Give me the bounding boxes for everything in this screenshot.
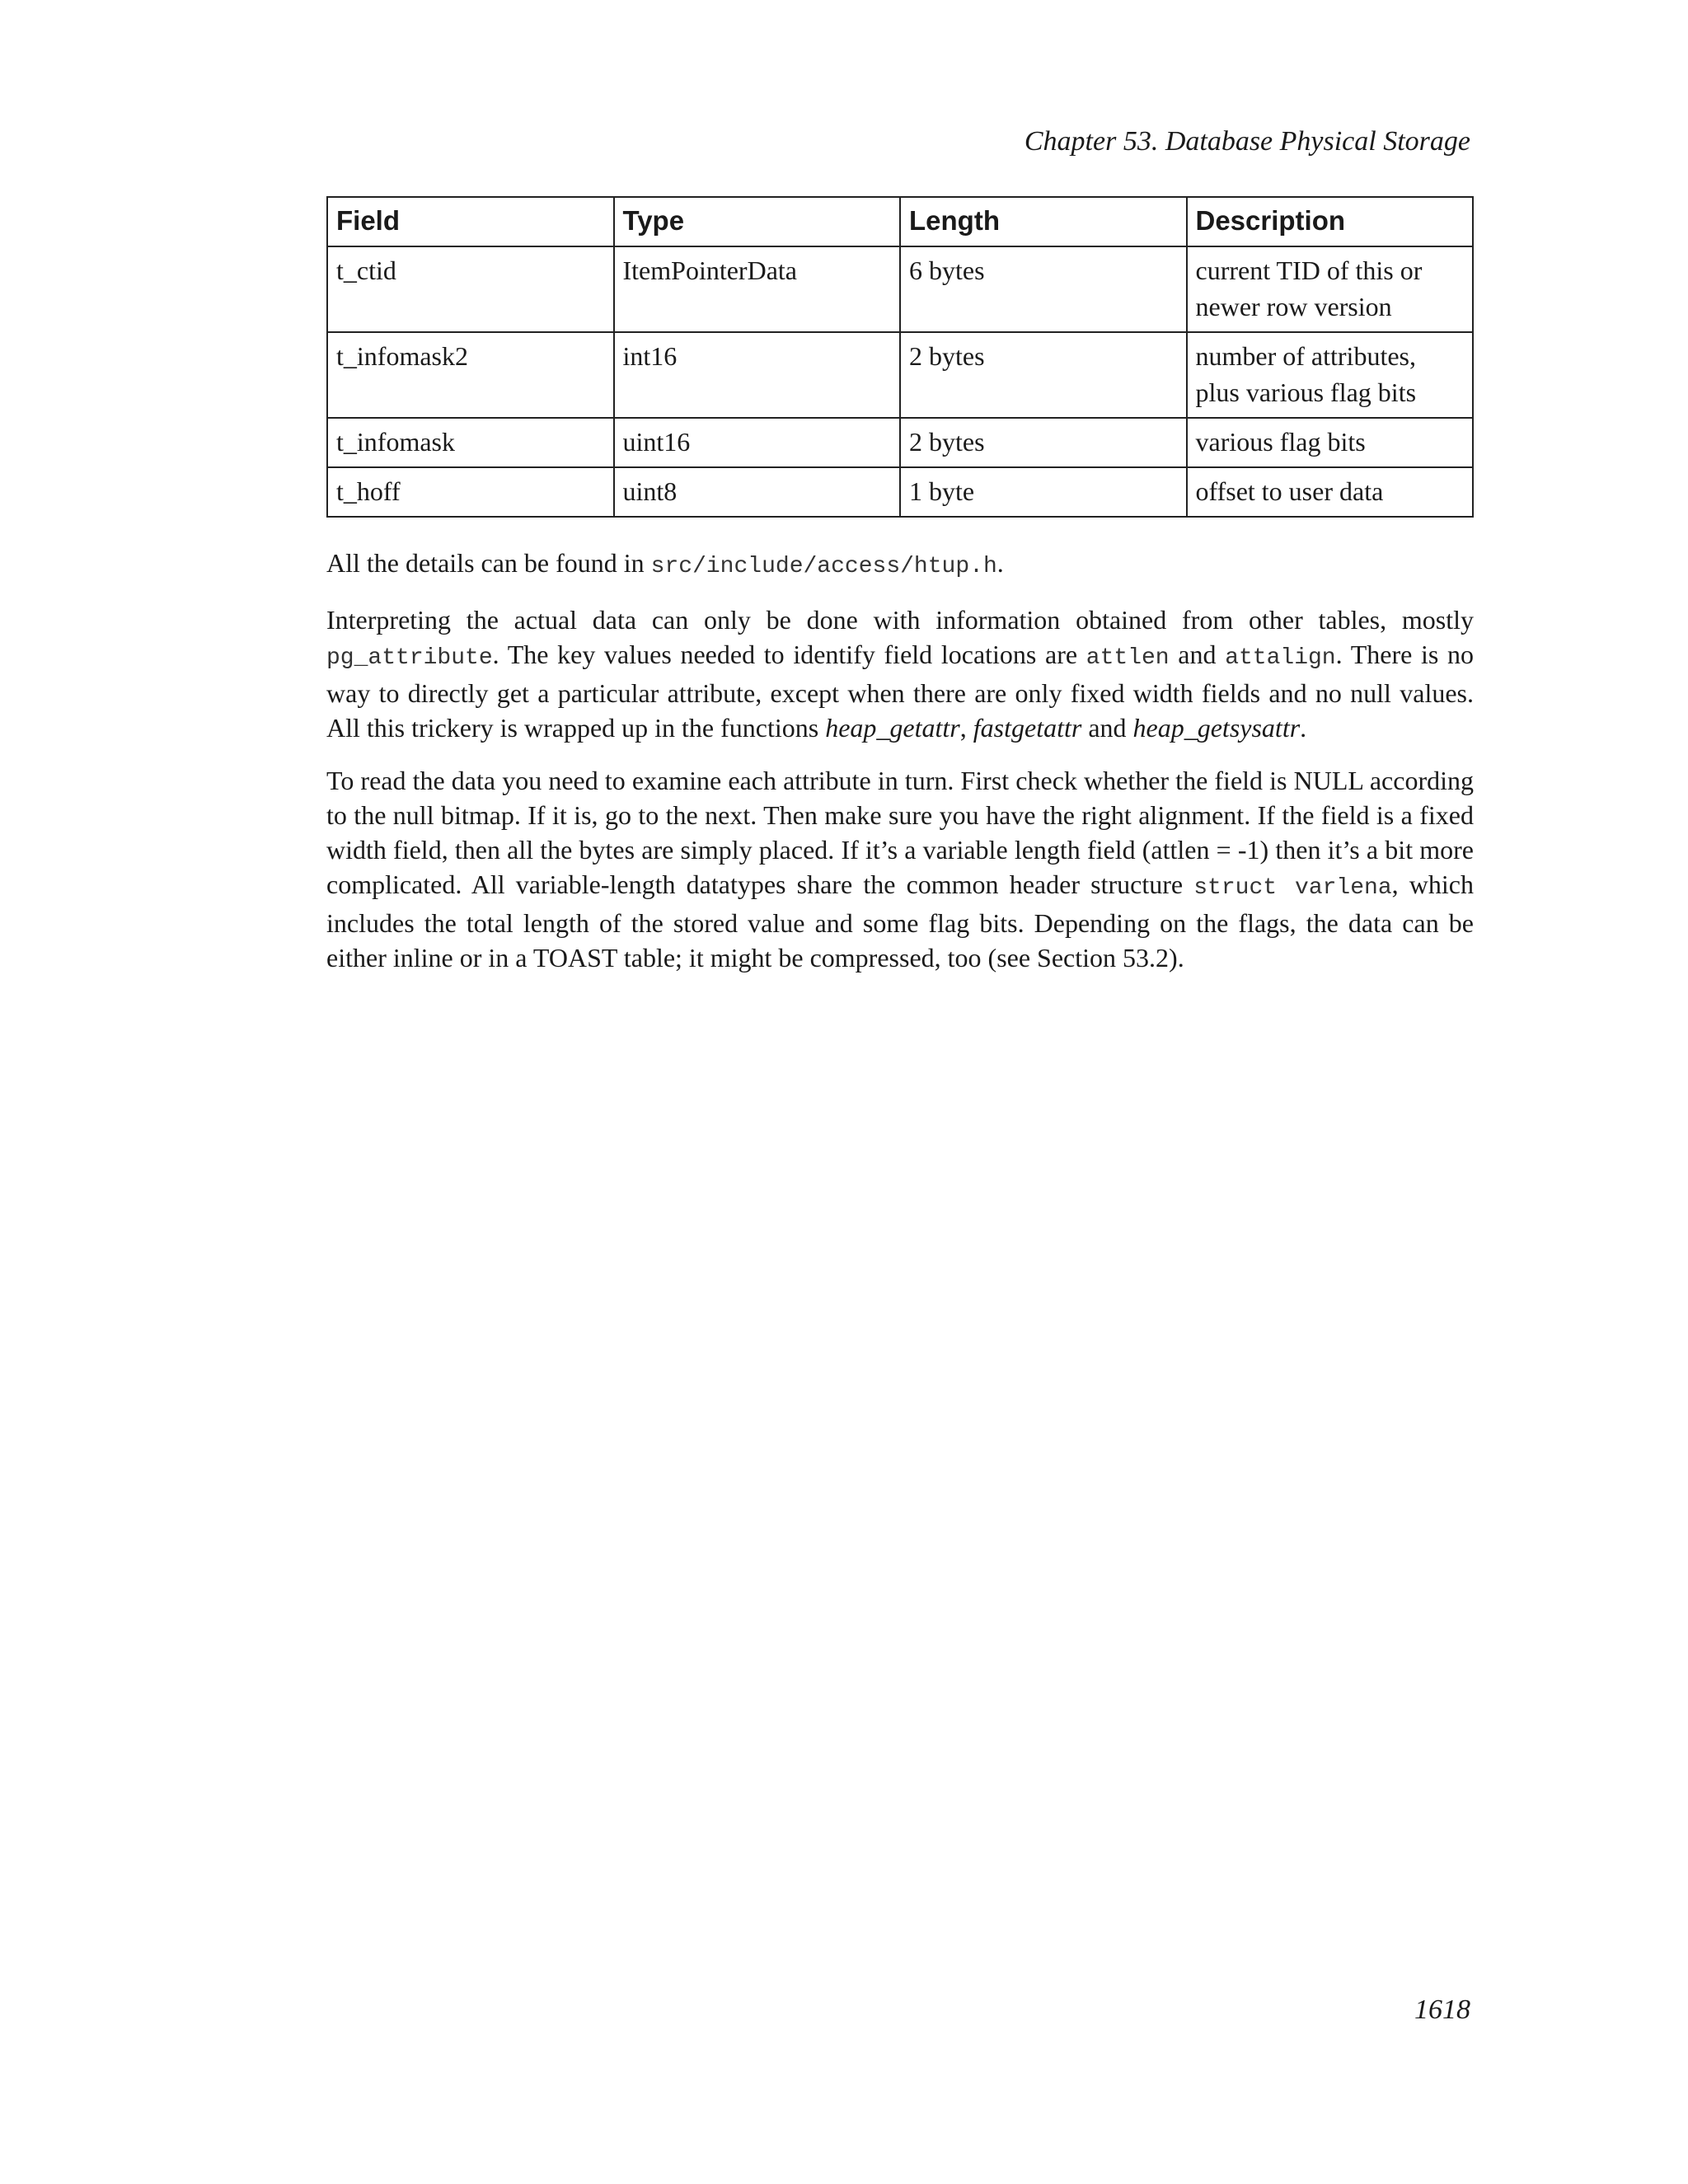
- column-header-description: Description: [1187, 197, 1474, 246]
- text-run: All the details can be found in: [326, 548, 651, 578]
- tuple-header-fields-table: [326, 196, 1474, 518]
- cell-length: 2 bytes: [900, 332, 1187, 418]
- table-row: [327, 332, 1473, 418]
- table-header-row: [327, 197, 1473, 246]
- cell-description: various flag bits: [1187, 418, 1474, 467]
- cell-field: t_ctid: [327, 246, 614, 332]
- catalog-name-code: pg_attribute: [326, 645, 493, 671]
- cell-type: int16: [614, 332, 901, 418]
- struct-varlena-code: struct varlena: [1193, 875, 1392, 901]
- cell-description: offset to user data: [1187, 467, 1474, 517]
- cell-description: current TID of this or newer row version: [1187, 246, 1474, 332]
- cell-description: number of attributes, plus various flag bits: [1187, 332, 1474, 418]
- text-run: , which includes the total length of the stored value and some flag bits. Depending on the flags, the data can be either inline or in a TOAST table; it might be compressed, too (see Section 53.2).: [326, 869, 1475, 972]
- running-header: Chapter 53. Database Physical Storage: [1024, 126, 1470, 157]
- cell-type: uint8: [614, 467, 901, 517]
- cell-length: 6 bytes: [900, 246, 1187, 332]
- column-header-length: Length: [900, 197, 1187, 246]
- function-name: heap_getsysattr: [1132, 713, 1301, 743]
- text-run: . The key values needed to identify field locations are: [492, 640, 1086, 669]
- page-number: 1618: [1414, 1994, 1470, 2025]
- text-run: Interpreting the actual data can only be done with information obtained from other tables, mostly: [326, 605, 1474, 635]
- attalign-code: attalign: [1225, 645, 1336, 671]
- text-run: .: [1300, 713, 1307, 743]
- paragraph-details-location: [326, 546, 1474, 584]
- table-row: [327, 418, 1473, 467]
- cell-field: t_infomask: [327, 418, 614, 467]
- text-run: and: [1081, 713, 1133, 743]
- text-run: and: [1169, 640, 1226, 669]
- table-row: [327, 467, 1473, 517]
- page-content: [326, 196, 1474, 993]
- text-run: To read the data you need to examine each attribute in turn. First check whether the field is NULL according to the null bitmap. If it is, go to the next. Then make sure you have the right alignment. If the field is a fixed width field, then all the bytes are simply placed. If it’s a variable length field (attlen = -1) then it’s a bit more complicated. All variable-length datatypes share the common header structure: [326, 766, 1474, 899]
- text-run: ,: [959, 713, 973, 743]
- attlen-code: attlen: [1085, 645, 1170, 671]
- cell-length: 1 byte: [900, 467, 1187, 517]
- cell-field: t_hoff: [327, 467, 614, 517]
- file-path-code: src/include/access/htup.h: [650, 554, 997, 579]
- function-name: fastgetattr: [973, 713, 1082, 743]
- paragraph-interpreting-data: [326, 602, 1474, 745]
- table-row: [327, 246, 1473, 332]
- column-header-type: Type: [614, 197, 901, 246]
- cell-type: uint16: [614, 418, 901, 467]
- paragraph-reading-data: [326, 763, 1474, 975]
- text-run: . There is no way to directly get a particular attribute, except when there are only fixed width fields and no null values. All this trickery is wrapped up in the functions: [326, 640, 1475, 743]
- cell-field: t_infomask2: [327, 332, 614, 418]
- column-header-field: Field: [327, 197, 614, 246]
- function-name: heap_getattr: [825, 713, 960, 743]
- text-run: .: [996, 548, 1004, 578]
- cell-length: 2 bytes: [900, 418, 1187, 467]
- cell-type: ItemPointerData: [614, 246, 901, 332]
